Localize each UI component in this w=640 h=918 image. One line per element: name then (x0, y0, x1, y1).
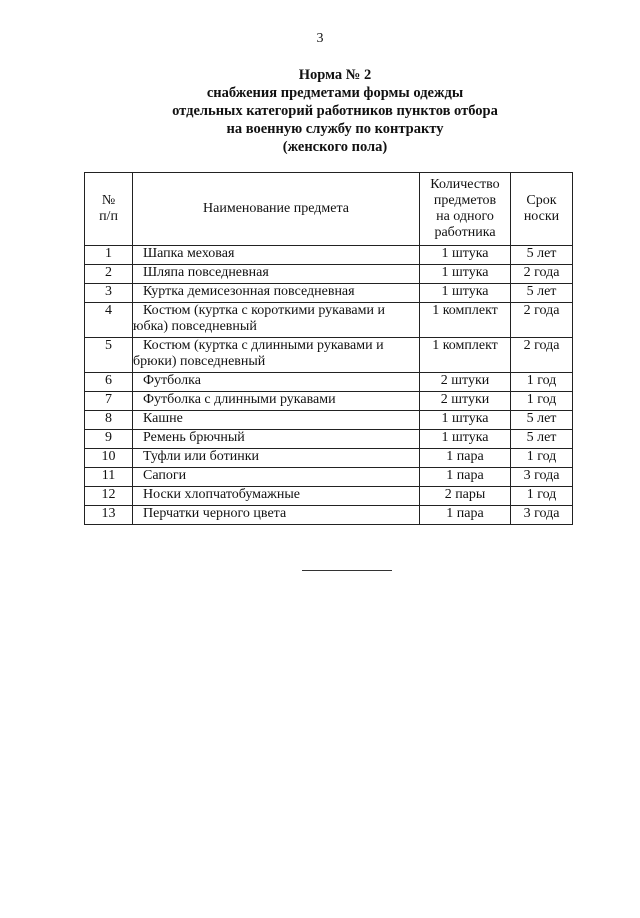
row-number: 10 (85, 449, 133, 468)
header-number-line-1: № (101, 193, 116, 208)
row-item-name: Куртка демисезонная повседневная (133, 284, 420, 303)
header-quantity-line-2: предметов (433, 193, 497, 208)
row-item-name: Костюм (куртка с длинными рукавами и брюки) повседневный (133, 338, 420, 373)
row-number: 4 (85, 303, 133, 338)
row-quantity: 1 пара (420, 506, 511, 525)
row-quantity: 1 штука (420, 246, 511, 265)
row-quantity: 1 штука (420, 411, 511, 430)
row-quantity: 1 комплект (420, 338, 511, 373)
row-number: 13 (85, 506, 133, 525)
row-quantity: 1 пара (420, 468, 511, 487)
header-wear-term (511, 173, 573, 246)
row-number: 12 (85, 487, 133, 506)
heading-line-2: снабжения предметами формы одежды (206, 85, 464, 101)
header-quantity (420, 173, 511, 246)
row-wear-term: 1 год (511, 392, 573, 411)
header-wear-term-line-1: Срок (526, 193, 557, 208)
row-number: 3 (85, 284, 133, 303)
header-wear-term-line-2: носки (523, 209, 560, 224)
heading-title: Норма № 2 (298, 67, 372, 83)
supply-norm-table (84, 172, 573, 525)
row-number: 2 (85, 265, 133, 284)
table-row (85, 338, 573, 373)
row-wear-term: 3 года (511, 468, 573, 487)
table-row (85, 373, 573, 392)
row-wear-term: 2 года (511, 265, 573, 284)
row-wear-term: 5 лет (511, 284, 573, 303)
row-item-name: Сапоги (133, 468, 420, 487)
header-number-line-2: п/п (99, 209, 118, 224)
row-wear-term: 5 лет (511, 430, 573, 449)
table-row (85, 303, 573, 338)
header-quantity-line-3: на одного (436, 209, 494, 224)
table-row (85, 284, 573, 303)
row-item-name: Шляпа повседневная (133, 265, 420, 284)
table-row (85, 468, 573, 487)
row-quantity: 2 пары (420, 487, 511, 506)
row-wear-term: 1 год (511, 373, 573, 392)
row-wear-term: 2 года (511, 303, 573, 338)
table-row (85, 392, 573, 411)
header-quantity-line-4: работника (434, 225, 496, 240)
row-number: 7 (85, 392, 133, 411)
row-item-name: Костюм (куртка с короткими рукавами и юбка) повседневный (133, 303, 420, 338)
row-item-name: Футболка (133, 373, 420, 392)
page-number: 3 (316, 31, 324, 46)
heading-line-3: отдельных категорий работников пунктов отбора (172, 103, 498, 119)
row-number: 1 (85, 246, 133, 265)
document-heading (60, 66, 610, 156)
row-wear-term: 3 года (511, 506, 573, 525)
row-item-name: Кашне (133, 411, 420, 430)
table-row (85, 411, 573, 430)
row-number: 5 (85, 338, 133, 373)
row-quantity: 2 штуки (420, 392, 511, 411)
heading-line-4: на военную службу по контракту (226, 121, 444, 137)
table-row (85, 449, 573, 468)
row-item-name: Ремень брючный (133, 430, 420, 449)
row-number: 9 (85, 430, 133, 449)
heading-line-5: (женского пола) (282, 139, 388, 155)
row-item-name: Туфли или ботинки (133, 449, 420, 468)
table-row (85, 430, 573, 449)
row-wear-term: 5 лет (511, 411, 573, 430)
row-number: 6 (85, 373, 133, 392)
header-item-name: Наименование предмета (133, 173, 420, 246)
table-row (85, 246, 573, 265)
row-number: 11 (85, 468, 133, 487)
end-divider-line (302, 570, 392, 571)
header-quantity-line-1: Количество (430, 177, 500, 192)
row-quantity: 1 комплект (420, 303, 511, 338)
row-wear-term: 2 года (511, 338, 573, 373)
table-row (85, 265, 573, 284)
table-header-row (85, 173, 573, 246)
table-row (85, 506, 573, 525)
row-item-name: Носки хлопчатобумажные (133, 487, 420, 506)
row-wear-term: 5 лет (511, 246, 573, 265)
row-wear-term: 1 год (511, 449, 573, 468)
table-row (85, 487, 573, 506)
row-quantity: 1 штука (420, 430, 511, 449)
row-number: 8 (85, 411, 133, 430)
row-wear-term: 1 год (511, 487, 573, 506)
row-item-name: Перчатки черного цвета (133, 506, 420, 525)
row-quantity: 1 пара (420, 449, 511, 468)
row-item-name: Шапка меховая (133, 246, 420, 265)
row-quantity: 1 штука (420, 284, 511, 303)
row-quantity: 2 штуки (420, 373, 511, 392)
header-number (85, 173, 133, 246)
row-item-name: Футболка с длинными рукавами (133, 392, 420, 411)
row-quantity: 1 штука (420, 265, 511, 284)
